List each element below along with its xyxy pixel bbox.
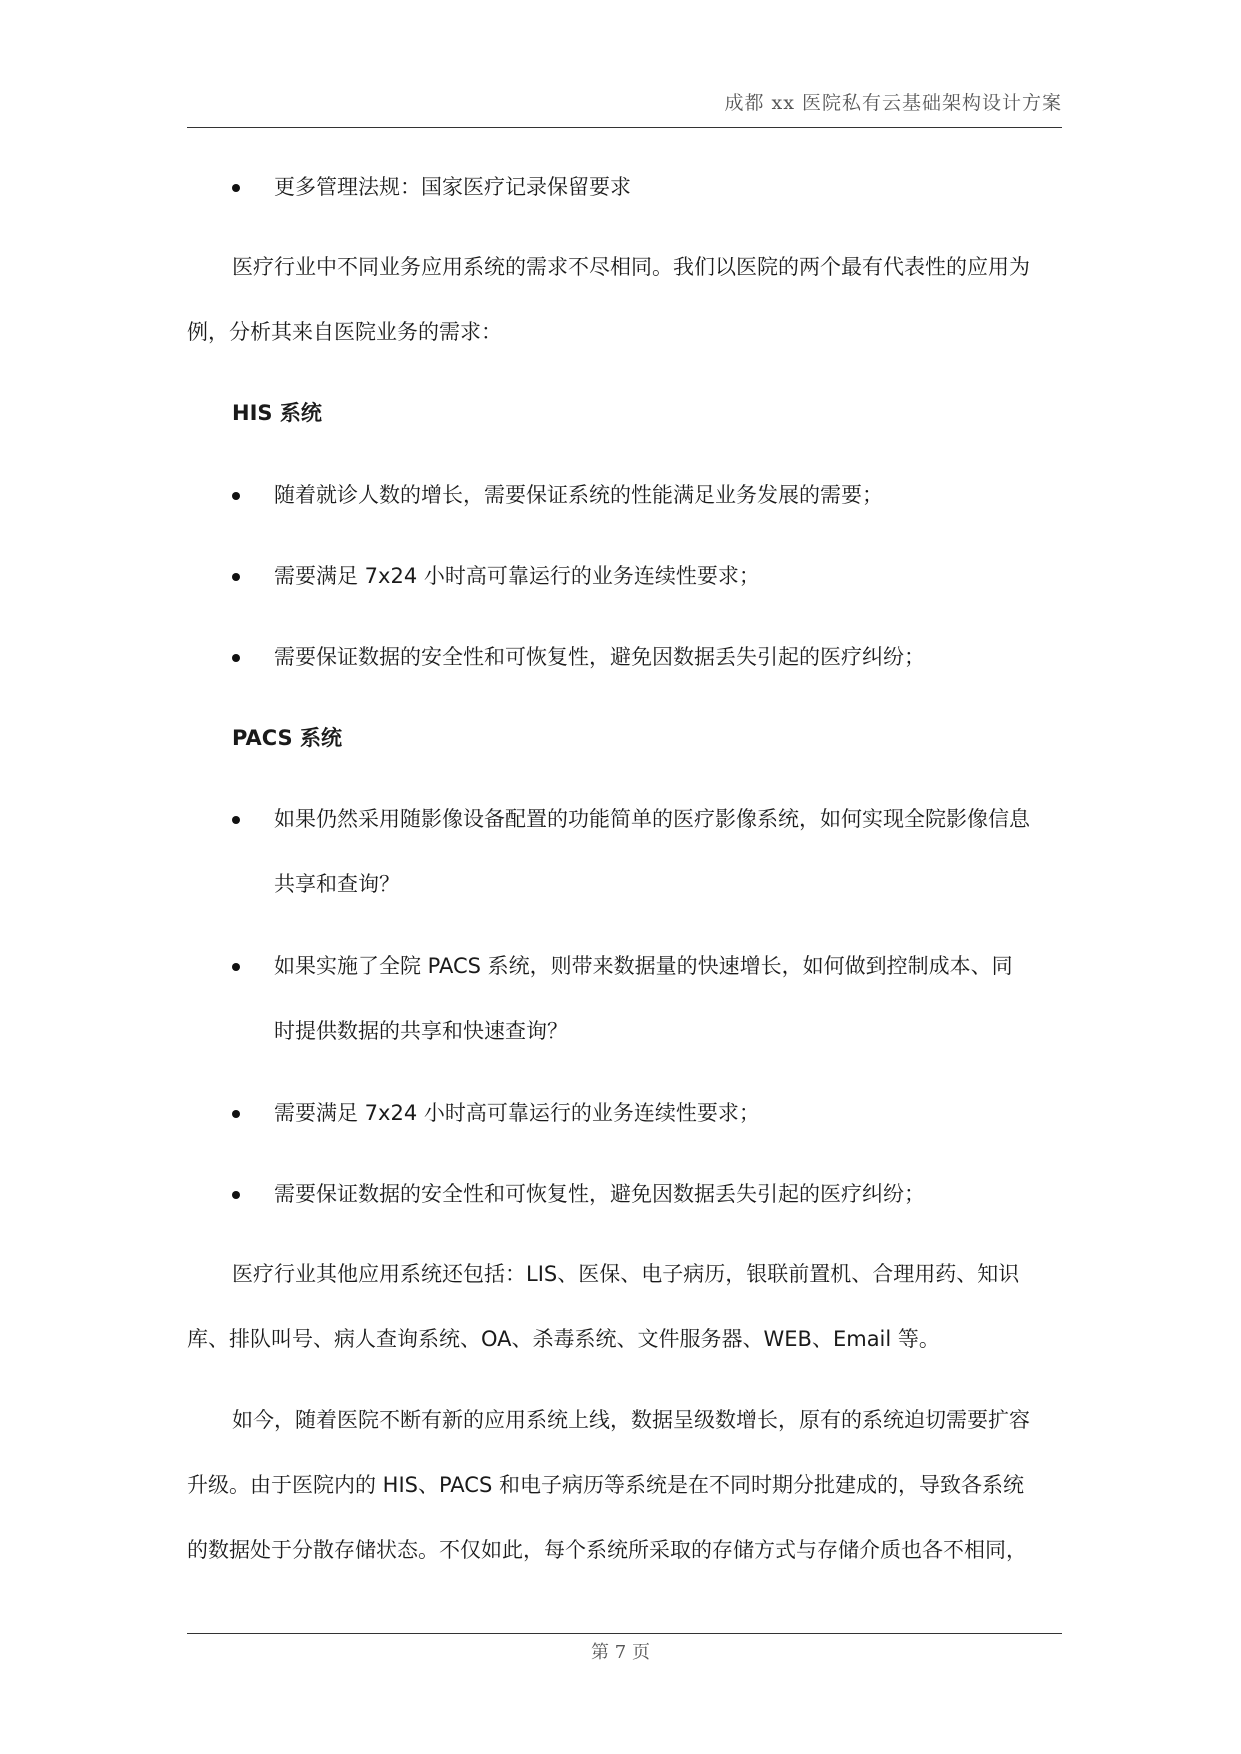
intro-paragraph-line-1: 医疗行业中不同业务应用系统的需求不尽相同。我们以医院的两个最有代表性的应用为: [232, 255, 1030, 279]
page-number: 第 7 页: [591, 1642, 650, 1663]
his-heading: HIS 系统: [232, 401, 322, 425]
pacs-bullet-1-line-2: 共享和查询？: [274, 872, 400, 896]
bullet-marker: [232, 184, 240, 192]
bullet-regulation: 更多管理法规：国家医疗记录保留要求: [274, 175, 631, 199]
others-paragraph-line-2: 库、排队叫号、病人查询系统、OA、杀毒系统、文件服务器、WEB、Email 等。: [187, 1327, 940, 1351]
pacs-bullet-2-line-2: 时提供数据的共享和快速查询？: [274, 1019, 568, 1043]
footer-rule: [187, 1633, 1062, 1634]
bullet-marker: [232, 654, 240, 662]
bullet-marker: [232, 492, 240, 500]
pacs-bullet-3: 需要满足 7x24 小时高可靠运行的业务连续性要求；: [274, 1101, 760, 1125]
his-bullet-1: 随着就诊人数的增长，需要保证系统的性能满足业务发展的需要；: [274, 483, 883, 507]
page-header-title: 成都 xx 医院私有云基础架构设计方案: [724, 92, 1062, 114]
pacs-bullet-1-line-1: 如果仍然采用随影像设备配置的功能简单的医疗影像系统，如何实现全院影像信息: [274, 807, 1030, 831]
bullet-marker: [232, 1110, 240, 1118]
growth-paragraph-line-2: 升级。由于医院内的 HIS、PACS 和电子病历等系统是在不同时期分批建成的，导致各系统: [187, 1473, 1024, 1497]
pacs-heading: PACS 系统: [232, 726, 342, 750]
intro-paragraph-line-2: 例，分析其来自医院业务的需求：: [187, 320, 502, 344]
bullet-marker: [232, 963, 240, 971]
bullet-marker: [232, 573, 240, 581]
growth-paragraph-line-3: 的数据处于分散存储状态。不仅如此，每个系统所采取的存储方式与存储介质也各不相同，: [187, 1538, 1027, 1562]
header-rule: [187, 127, 1062, 128]
pacs-bullet-2-line-1: 如果实施了全院 PACS 系统，则带来数据量的快速增长，如何做到控制成本、同: [274, 954, 1013, 978]
pacs-bullet-4: 需要保证数据的安全性和可恢复性，避免因数据丢失引起的医疗纠纷；: [274, 1182, 925, 1206]
his-bullet-2: 需要满足 7x24 小时高可靠运行的业务连续性要求；: [274, 564, 760, 588]
bullet-marker: [232, 816, 240, 824]
his-bullet-3: 需要保证数据的安全性和可恢复性，避免因数据丢失引起的医疗纠纷；: [274, 645, 925, 669]
growth-paragraph-line-1: 如今，随着医院不断有新的应用系统上线，数据呈级数增长，原有的系统迫切需要扩容: [232, 1408, 1030, 1432]
others-paragraph-line-1: 医疗行业其他应用系统还包括：LIS、医保、电子病历，银联前置机、合理用药、知识: [232, 1262, 1020, 1286]
bullet-marker: [232, 1191, 240, 1199]
